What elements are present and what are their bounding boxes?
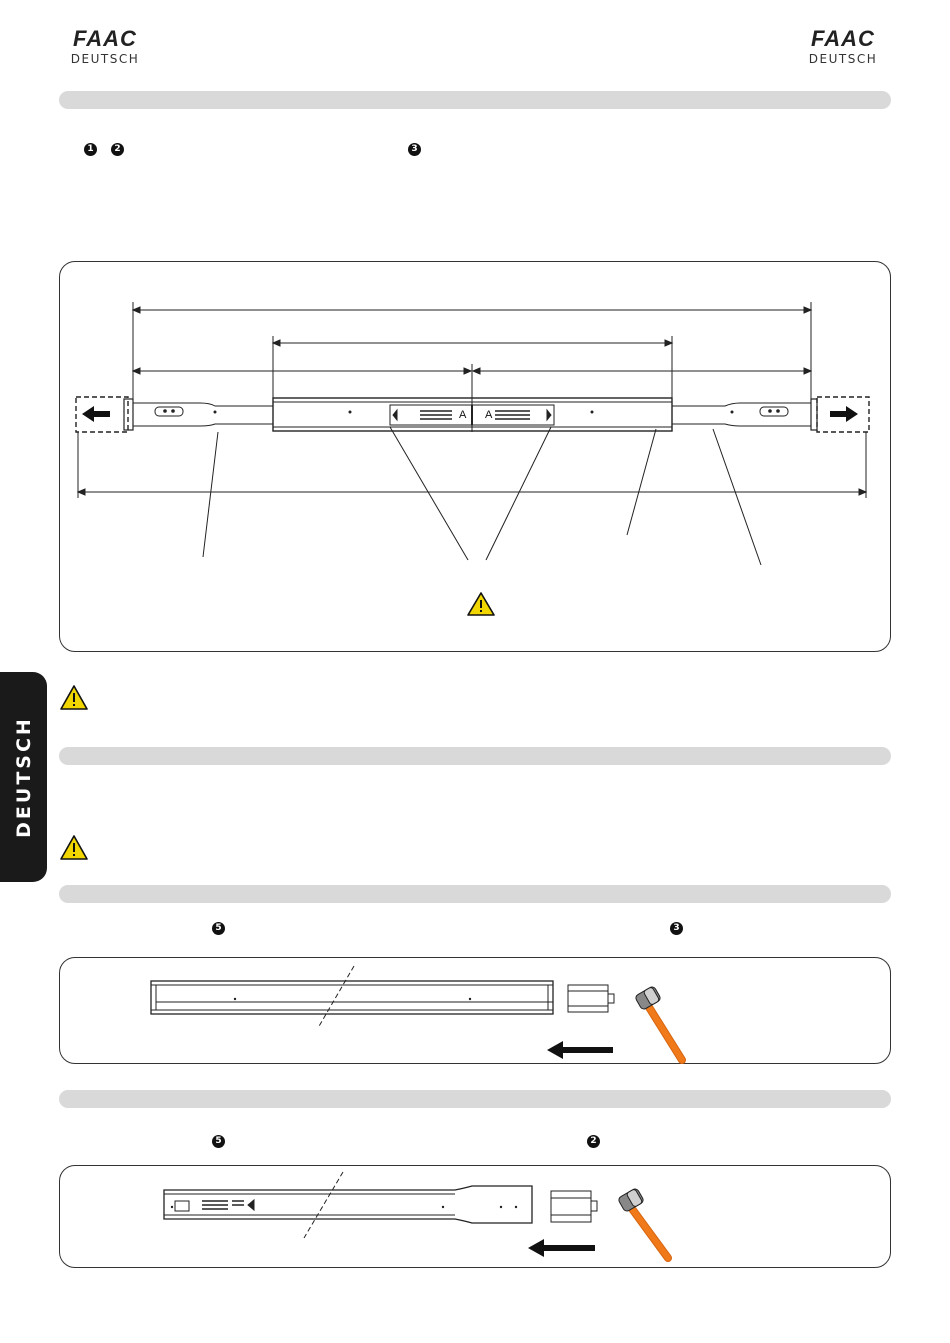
- logo-language: DEUTSCH: [70, 52, 140, 66]
- step-marker: 3: [408, 143, 421, 156]
- arrow-right-icon: [830, 406, 858, 422]
- arrow-left-icon: [528, 1239, 595, 1257]
- boom-cut-drawing: [60, 1166, 892, 1269]
- warning-icon: [468, 593, 494, 615]
- insert-plug: [568, 985, 608, 1012]
- joint-sleeve: [151, 981, 553, 1014]
- section-bar: [59, 747, 891, 765]
- logo-language: DEUTSCH: [808, 52, 878, 66]
- boom-assembly-drawing: [60, 262, 892, 653]
- warning-icon: [60, 835, 88, 861]
- language-side-tab: [0, 672, 47, 882]
- hammer-icon: [617, 1188, 668, 1258]
- faac-logo-left: [55, 28, 155, 66]
- step-marker: 3: [670, 922, 683, 935]
- logo-mark: FAAC: [811, 26, 875, 51]
- boom-profile-left: [133, 403, 273, 426]
- dimension-arrow: [133, 307, 140, 313]
- leader-line: [713, 429, 761, 565]
- boom-cut-diagram: [59, 1165, 891, 1268]
- cut-line: [318, 966, 354, 1028]
- profile-label: A: [485, 409, 493, 421]
- cut-line: [304, 1172, 343, 1238]
- side-tab-label: DEUTSCH: [12, 716, 35, 838]
- insert-plug: [551, 1191, 591, 1222]
- step-marker: 5: [212, 1135, 225, 1148]
- hammer-icon: [634, 986, 682, 1060]
- profile-label: A: [459, 409, 467, 421]
- boom-profile-right: [672, 403, 811, 426]
- arrow-left-icon: [82, 406, 110, 422]
- section-bar: [59, 1090, 891, 1108]
- step-marker: 1: [84, 143, 97, 156]
- step-marker: 5: [212, 922, 225, 935]
- leader-line: [390, 427, 468, 560]
- warning-icon: [60, 685, 88, 711]
- step-marker: 2: [587, 1135, 600, 1148]
- arrow-left-icon: [547, 1041, 613, 1059]
- boom-assembly-diagram: [59, 261, 891, 652]
- section-bar: [59, 885, 891, 903]
- leader-line: [627, 429, 656, 535]
- step-marker: 2: [111, 143, 124, 156]
- faac-logo-right: [793, 28, 893, 66]
- section-bar: [59, 91, 891, 109]
- leader-line: [203, 432, 218, 557]
- sleeve-cut-diagram: [59, 957, 891, 1064]
- logo-mark: FAAC: [73, 26, 137, 51]
- leader-line: [486, 427, 551, 560]
- dimension-arrow: [804, 307, 811, 313]
- sleeve-cut-drawing: [60, 958, 892, 1065]
